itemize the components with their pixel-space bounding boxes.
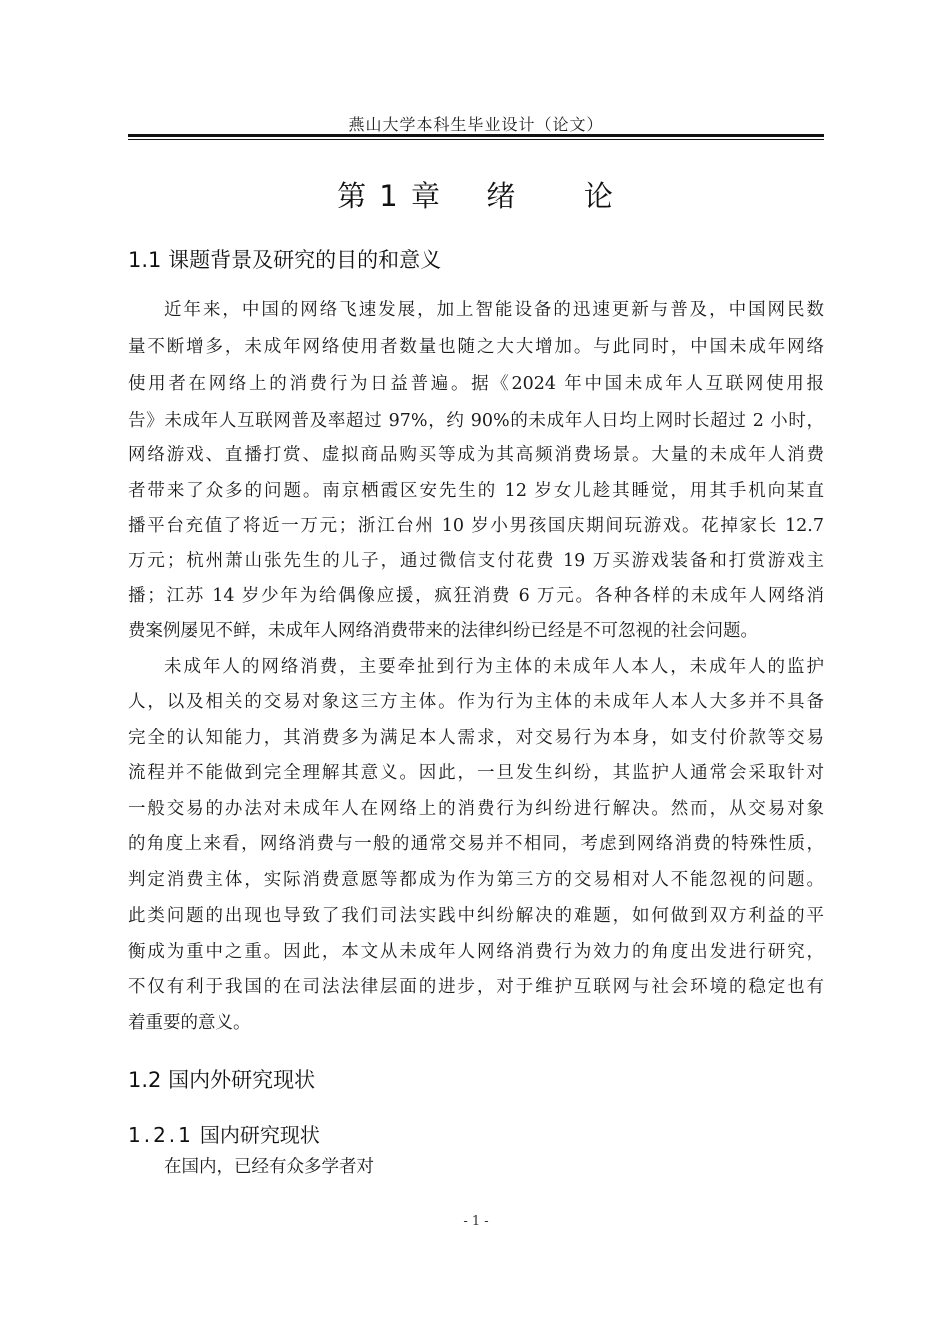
section-heading-1-2-1 <box>128 1119 320 1148</box>
chapter-number: 第 1 章 <box>337 179 442 213</box>
paragraph-line: 播；江苏 14 岁少年为给偶像应援，疯狂消费 6 万元。各种各样的未成年人网络消 <box>128 586 824 606</box>
paragraph-line: 判定消费主体，实际消费意愿等都成为作为第三方的交易相对人不能忽视的问题。 <box>128 870 824 890</box>
paragraph-line: 不仅有利于我国的在司法法律层面的进步，对于维护互联网与社会环境的稳定也有 <box>128 977 824 997</box>
paragraph-line: 万元；杭州萧山张先生的儿子，通过微信支付花费 19 万买游戏装备和打赏游戏主 <box>128 551 824 571</box>
header-rule-thick <box>128 134 824 137</box>
paragraph-line: 费案例屡见不鲜，未成年人网络消费带来的法律纠纷已经是不可忽视的社会问题。 <box>128 621 758 641</box>
paragraph-line: 一般交易的办法对未成年人在网络上的消费行为纠纷进行解决。然而，从交易对象 <box>128 799 824 819</box>
running-header: 燕山大学本科生毕业设计（论文） <box>348 115 604 134</box>
page-number: - 1 - <box>463 1214 489 1229</box>
paragraph-line: 完全的认知能力，其消费多为满足本人需求，对交易行为本身，如支付价款等交易 <box>128 728 824 748</box>
paragraph-line: 告》未成年人互联网普及率超过 97%，约 90%的未成年人日均上网时长超过 2 小时， <box>128 411 824 431</box>
paragraph-line: 在国内，已经有众多学者对 <box>164 1157 374 1177</box>
paragraph-line: 近年来，中国的网络飞速发展，加上智能设备的迅速更新与普及，中国网民数 <box>164 300 824 320</box>
chapter-title-part-1: 绪 <box>486 179 518 213</box>
section-number: 1.2.1 <box>128 1123 194 1147</box>
paragraph-line: 未成年人的网络消费，主要牵扯到行为主体的未成年人本人，未成年人的监护 <box>164 657 824 677</box>
paragraph-line: 的角度上来看，网络消费与一般的通常交易并不相同，考虑到网络消费的特殊性质， <box>128 834 824 854</box>
paragraph-line: 量不断增多，未成年网络使用者数量也随之大大增加。与此同时，中国未成年网络 <box>128 337 824 357</box>
paragraph-line: 此类问题的出现也导致了我们司法实践中纠纷解决的难题，如何做到双方利益的平 <box>128 906 824 926</box>
paragraph-line: 网络游戏、直播打赏、虚拟商品购买等成为其高频消费场景。大量的未成年人消费 <box>128 445 824 465</box>
chapter-title-part-2: 论 <box>583 179 615 213</box>
section-heading-1-1: 1.1 课题背景及研究的目的和意义 <box>128 248 442 272</box>
section-heading-1-2: 1.2 国内外研究现状 <box>128 1068 316 1092</box>
paragraph-line: 使用者在网络上的消费行为日益普遍。据《2024 年中国未成年人互联网使用报 <box>128 374 824 394</box>
paragraph-line: 人，以及相关的交易对象这三方主体。作为行为主体的未成年人本人大多并不具备 <box>128 692 824 712</box>
paragraph-line: 流程并不能做到完全理解其意义。因此，一旦发生纠纷，其监护人通常会采取针对 <box>128 763 824 783</box>
paragraph-line: 者带来了众多的问题。南京栖霞区安先生的 12 岁女儿趁其睡觉，用其手机向某直 <box>128 481 824 501</box>
paragraph-line: 着重要的意义。 <box>128 1013 251 1033</box>
section-title: 国内研究现状 <box>199 1123 320 1147</box>
paragraph-line: 衡成为重中之重。因此，本文从未成年人网络消费行为效力的角度出发进行研究， <box>128 942 824 962</box>
chapter-title <box>128 174 824 215</box>
paragraph-line: 播平台充值了将近一万元；浙江台州 10 岁小男孩国庆期间玩游戏。花掉家长 12.7 <box>128 516 824 536</box>
header-rule-thin <box>128 139 824 140</box>
